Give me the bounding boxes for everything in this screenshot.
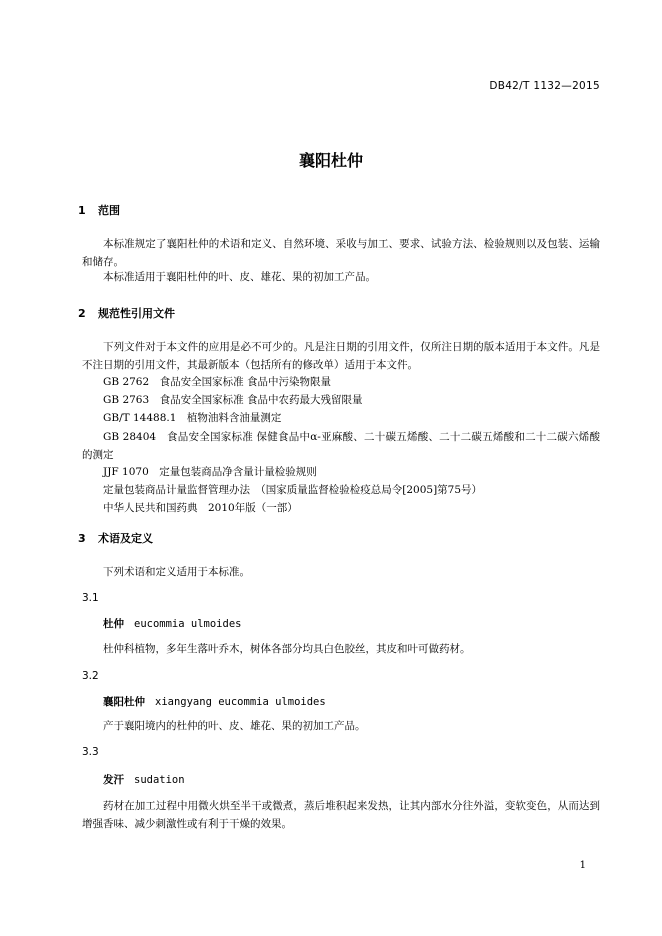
term-heading bbox=[103, 772, 185, 787]
term-definition: 杜仲科植物，多年生落叶乔木，树体各部分均具白色胶丝，其皮和叶可做药材。 bbox=[103, 643, 471, 655]
term-name: 杜仲 bbox=[103, 618, 124, 630]
normative-intro: 下列文件对于本文件的应用是必不可少的。凡是注日期的引用文件，仅所注日期的版本适用于本文件。凡是不注日期的引用文件，其最新版本（包括所有的修改单）适用于本文件。 bbox=[82, 341, 600, 371]
term-heading bbox=[103, 694, 326, 709]
terms-intro: 下列术语和定义适用于本标准。 bbox=[103, 566, 250, 578]
term-name: 襄阳杜仲 bbox=[103, 696, 145, 708]
section-number: 3 bbox=[78, 532, 86, 545]
section-number: 1 bbox=[78, 204, 86, 217]
term-number: 3.1 bbox=[82, 592, 99, 604]
term-english: xiangyang eucommia ulmoides bbox=[155, 696, 326, 708]
section-title: 规范性引用文件 bbox=[98, 307, 175, 320]
document-code: DB42/T 1132—2015 bbox=[489, 80, 600, 92]
scope-paragraph-2: 本标准适用于襄阳杜仲的叶、皮、雄花、果的初加工产品。 bbox=[103, 271, 376, 283]
reference-item: GB 28404 食品安全国家标准 保健食品中α-亚麻酸、二十碳五烯酸、二十二碳五烯酸和二十二碳六烯酸的测定 bbox=[82, 431, 600, 461]
reference-item: GB 2762 食品安全国家标准 食品中污染物限量 bbox=[103, 376, 331, 388]
section-number: 2 bbox=[78, 307, 86, 320]
page-title: 襄阳杜仲 bbox=[298, 151, 363, 170]
reference-item: JJF 1070 定量包装商品净含量计量检验规则 bbox=[103, 466, 317, 478]
scope-paragraph-1: 本标准规定了襄阳杜仲的术语和定义、自然环境、采收与加工、要求、试验方法、检验规则以及包装、运输和储存。 bbox=[82, 238, 600, 268]
term-name: 发汗 bbox=[103, 774, 124, 786]
term-english: sudation bbox=[134, 774, 185, 786]
section-title: 术语及定义 bbox=[98, 532, 153, 545]
reference-item: GB/T 14488.1 植物油料含油量测定 bbox=[103, 412, 282, 424]
section-title: 范围 bbox=[98, 204, 120, 217]
term-definition: 产于襄阳境内的杜仲的叶、皮、雄花、果的初加工产品。 bbox=[103, 720, 366, 732]
reference-item: 定量包装商品计量监督管理办法 （国家质量监督检验检疫总局令[2005]第75号） bbox=[103, 484, 483, 496]
section-1-heading bbox=[78, 202, 120, 218]
section-2-heading bbox=[78, 305, 175, 321]
reference-item: GB 2763 食品安全国家标准 食品中农药最大残留限量 bbox=[103, 394, 363, 406]
page-number: 1 bbox=[579, 860, 586, 871]
term-number: 3.3 bbox=[82, 746, 99, 758]
term-heading bbox=[103, 616, 241, 631]
reference-item: 中华人民共和国药典 2010年版（一部） bbox=[103, 502, 298, 514]
section-3-heading bbox=[78, 530, 153, 546]
term-english: eucommia ulmoides bbox=[134, 618, 242, 630]
term-definition: 药材在加工过程中用微火烘至半干或微煮，蒸后堆积起来发热，让其内部水分往外溢，变软变色，从而达到增强香味、减少刺激性或有利于干燥的效果。 bbox=[82, 800, 600, 830]
term-number: 3.2 bbox=[82, 670, 99, 682]
